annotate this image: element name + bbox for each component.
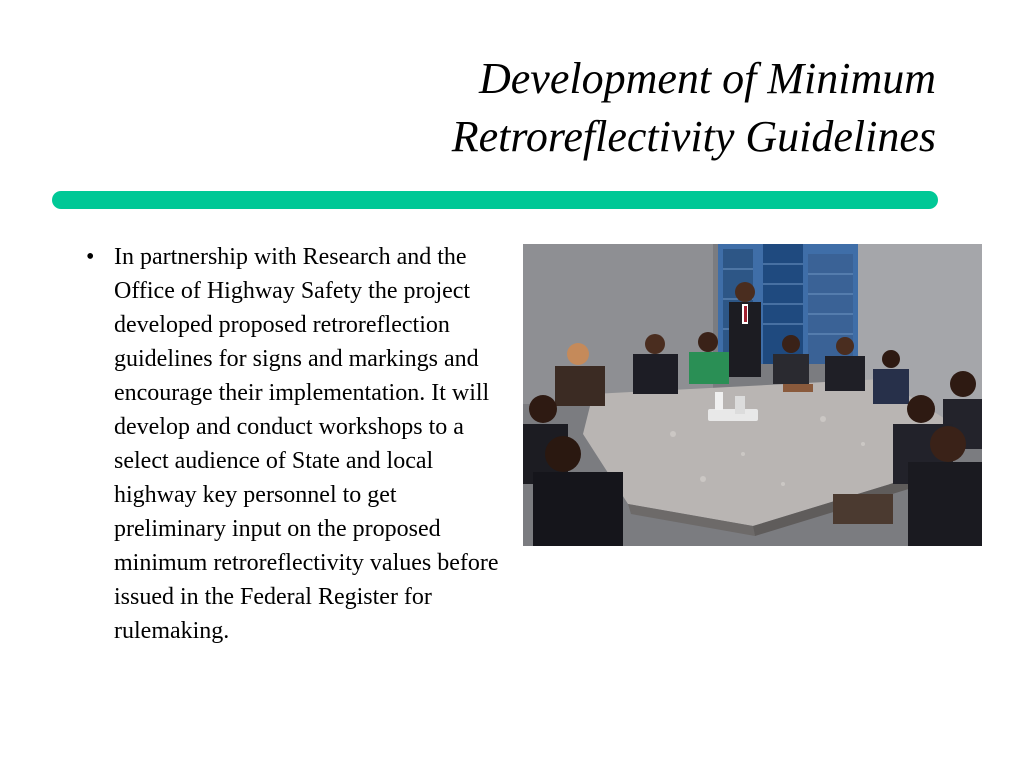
accent-divider xyxy=(52,191,938,209)
bullet-text: In partnership with Research and the Office of Highway Safety the project developed proposed retroreflection guidelines for signs and markings and encourage their implementation. It will develop and conduct workshops to a select audience of State and local highway key personnel to get preliminary input on the proposed minimum retroreflectivity values before issued in the Federal Register for rulemaking. xyxy=(114,244,499,644)
meeting-photo xyxy=(523,244,982,546)
title-line-1: Development of Minimum xyxy=(479,54,936,103)
bullet-dot-icon: • xyxy=(86,244,95,270)
bullet-item xyxy=(86,240,510,648)
title-line-2: Retroreflectivity Guidelines xyxy=(451,112,936,161)
bullet-list xyxy=(86,240,510,648)
slide-title xyxy=(236,50,936,166)
